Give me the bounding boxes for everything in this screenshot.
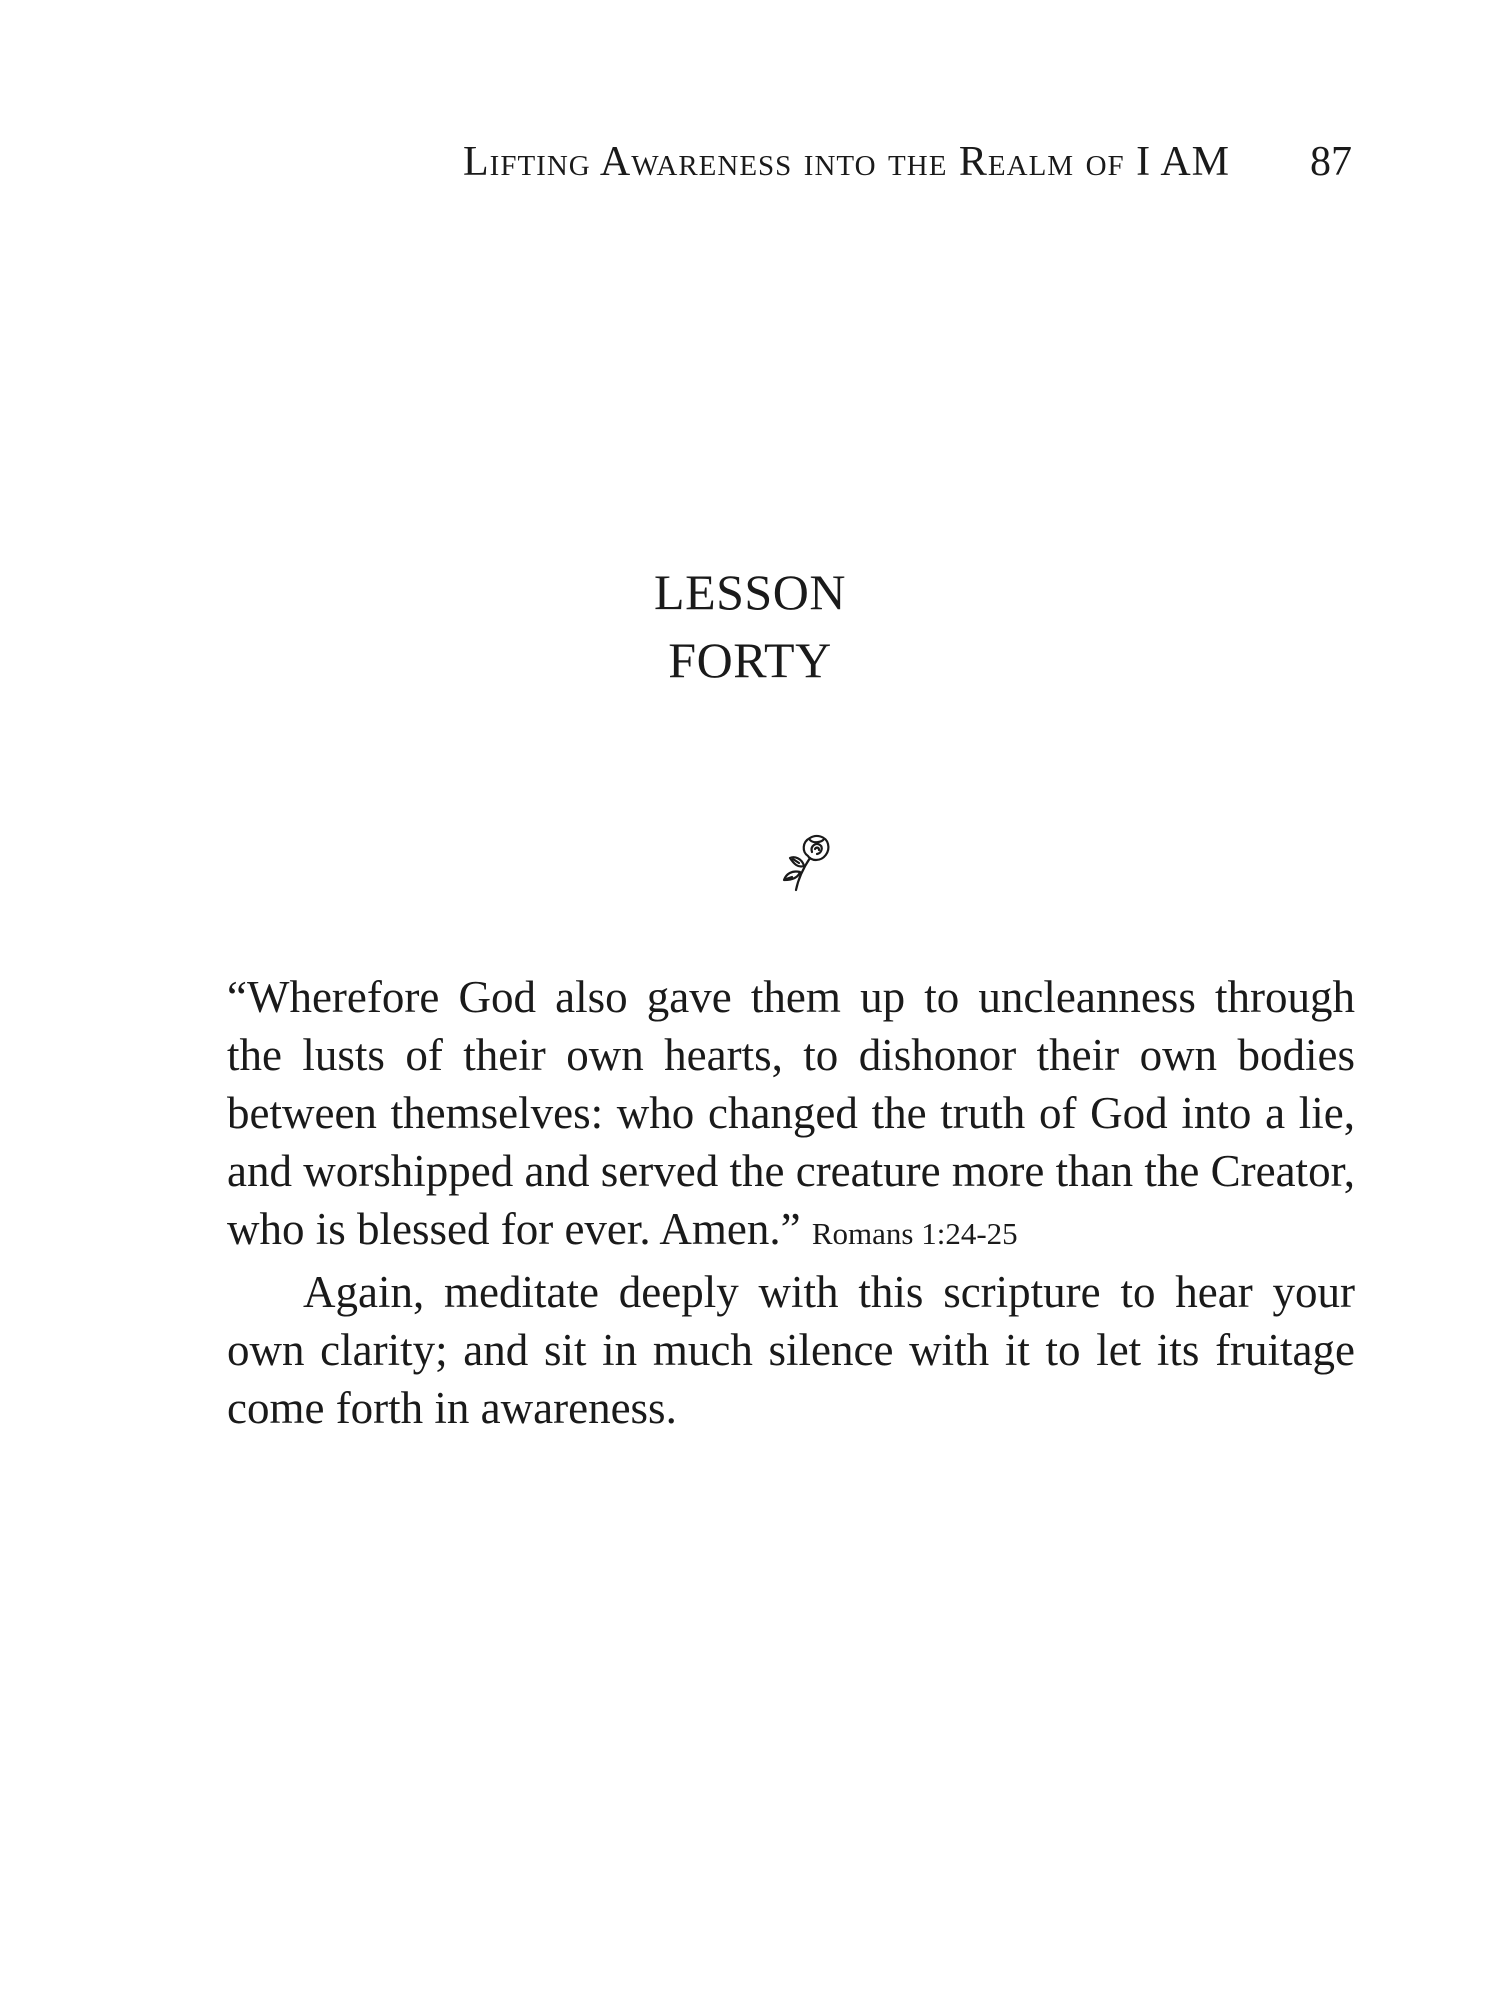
rose-icon	[772, 822, 836, 892]
page-number: 87	[1310, 139, 1352, 185]
running-head	[0, 138, 1500, 198]
running-title: Lifting Awareness into the Realm of I AM	[463, 139, 1230, 185]
chapter-heading-line-1: LESSON	[654, 564, 846, 620]
scripture-quote	[227, 968, 1355, 1263]
chapter-heading-line-2: FORTY	[668, 632, 832, 688]
chapter-heading	[0, 558, 1500, 694]
scripture-citation: Romans 1:24-25	[811, 1216, 1018, 1251]
body-text	[227, 968, 1355, 1437]
quote-text: “Wherefore God also gave them up to uncleanness through the lusts of their own hearts, to dishonor their own bodies between themselves: who changed the truth of God into a lie, and worshipped and served the creature more than the Creator, who is blessed for ever. Amen.”	[227, 972, 1355, 1254]
paragraph: Again, meditate deeply with this scripture to hear your own clarity; and sit in much silence with it to let its fruitage come forth in awareness.	[227, 1267, 1355, 1433]
